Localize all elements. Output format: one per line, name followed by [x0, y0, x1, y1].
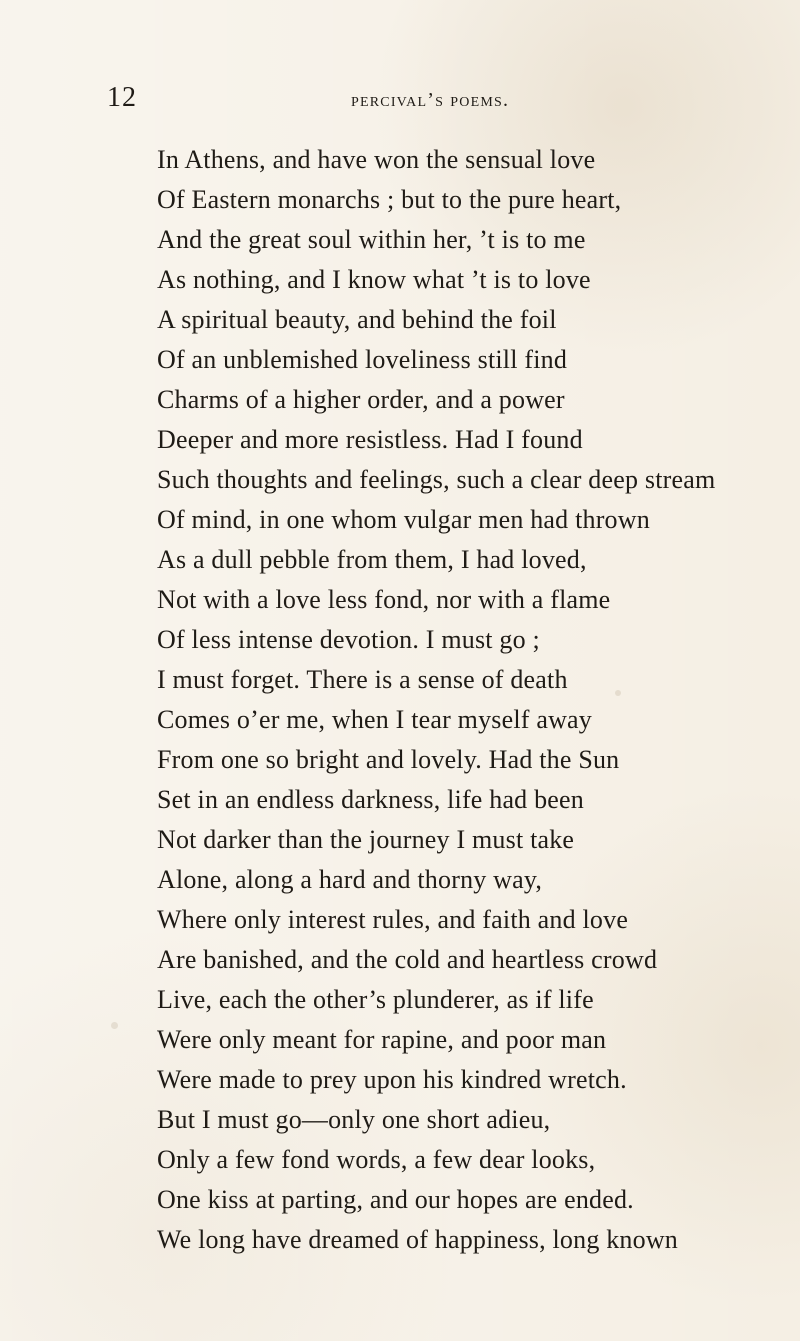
poem-line: Of an unblemished loveliness still find [157, 345, 568, 374]
poem-line: As nothing, and I know what ’t is to love [157, 265, 591, 294]
poem-line: Of less intense devotion. I must go ; [157, 625, 540, 654]
poem-line: Were only meant for rapine, and poor man [157, 1025, 607, 1054]
poem-line: Not with a love less fond, nor with a flame [157, 585, 611, 614]
poem-line: Live, each the other’s plunderer, as if life [157, 985, 594, 1014]
poem-text [157, 140, 777, 1260]
poem-line: And the great soul within her, ’t is to me [157, 225, 586, 254]
poem-line: Of Eastern monarchs ; but to the pure heart, [157, 185, 622, 214]
poem-line: I must forget. There is a sense of death [157, 665, 568, 694]
poem-line: Set in an endless darkness, life had been [157, 785, 584, 814]
poem-line: A spiritual beauty, and behind the foil [157, 305, 557, 334]
poem-line: In Athens, and have won the sensual love [157, 145, 596, 174]
poem-line: As a dull pebble from them, I had loved, [157, 545, 587, 574]
page-number: 12 [107, 82, 137, 113]
page-header [107, 82, 577, 122]
poem-line: Not darker than the journey I must take [157, 825, 575, 854]
poem-line: Such thoughts and feelings, such a clear deep stream [157, 465, 716, 494]
poem-line: From one so bright and lovely. Had the Sun [157, 745, 620, 774]
poem-line: Comes o’er me, when I tear myself away [157, 705, 593, 734]
poem-line: Deeper and more resistless. Had I found [157, 425, 583, 454]
poem-line: One kiss at parting, and our hopes are ended. [157, 1185, 634, 1214]
poem-line: We long have dreamed of happiness, long known [157, 1225, 679, 1254]
poem-line: Are banished, and the cold and heartless crowd [157, 945, 658, 974]
poem-line: Where only interest rules, and faith and love [157, 905, 629, 934]
poem-line: Were made to prey upon his kindred wretch. [157, 1065, 627, 1094]
running-title: percival’s poems. [351, 89, 510, 111]
paper-spot [111, 1022, 118, 1029]
poem-line: But I must go—only one short adieu, [157, 1105, 551, 1134]
poem-line: Only a few fond words, a few dear looks, [157, 1145, 596, 1174]
poem-line: Charms of a higher order, and a power [157, 385, 565, 414]
poem-line: Of mind, in one whom vulgar men had thrown [157, 505, 650, 534]
poem-line: Alone, along a hard and thorny way, [157, 865, 543, 894]
